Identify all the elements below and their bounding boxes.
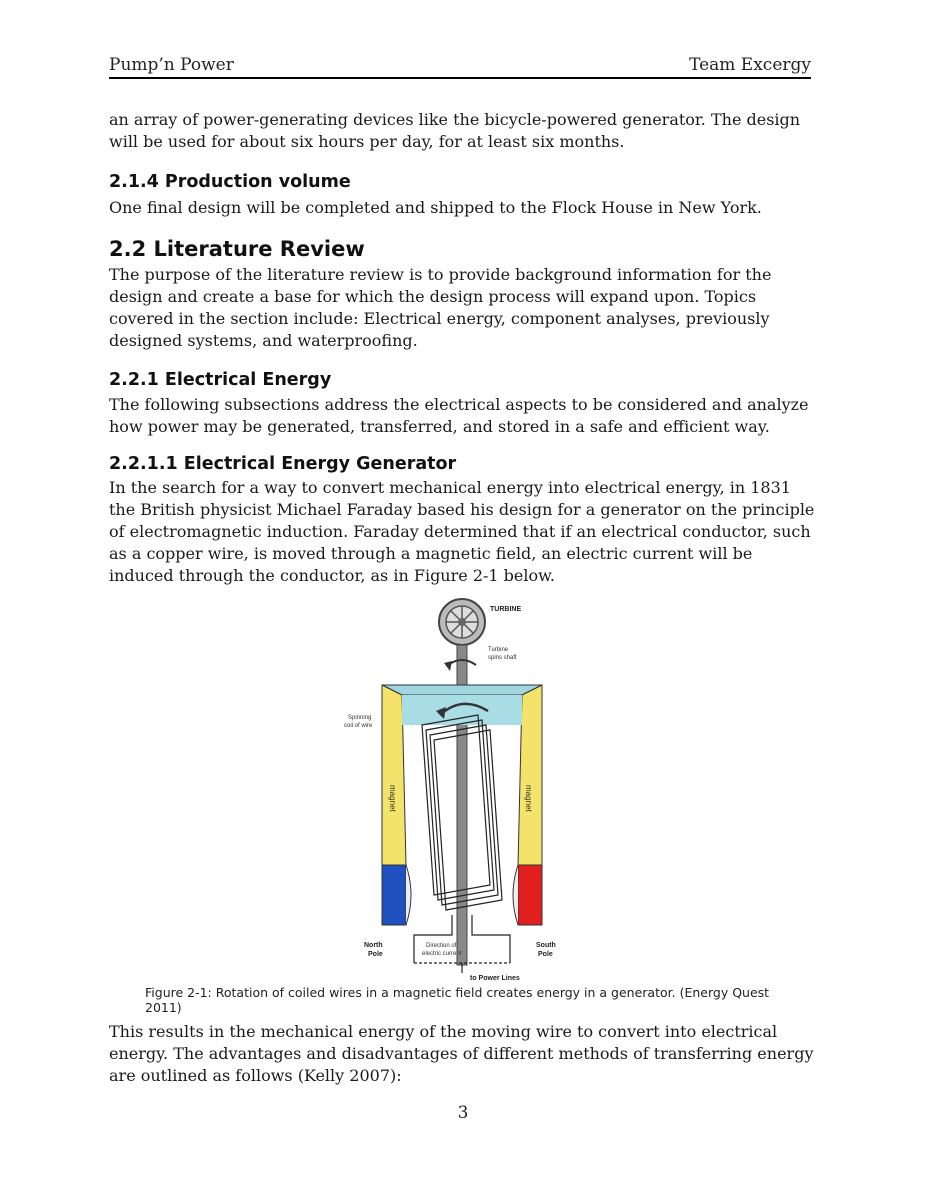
section-text-2-1-4: One final design will be completed and shipped to the Flock House in New York.	[109, 198, 762, 217]
after-figure-paragraph: This results in the mechanical energy of the moving wire to convert into electrical energy. The advantages and disadvantages of different methods of transferring energy are outlined as follows (Kelly 2007):	[109, 1022, 814, 1085]
label-magnet-left: magnet	[388, 785, 397, 812]
generator-diagram	[340, 585, 582, 987]
label-turbine-shaft-2: spins shaft	[488, 655, 517, 661]
section-heading-2-2-1-1: 2.2.1.1 Electrical Energy Generator	[109, 454, 457, 474]
section-heading-2-2: 2.2 Literature Review	[109, 237, 365, 261]
label-south-1: South	[536, 942, 556, 949]
page-number: 3	[457, 1103, 469, 1123]
section-heading-2-1-4: 2.1.4 Production volume	[109, 172, 351, 192]
section-text-2-2: The purpose of the literature review is to provide background information for the design and create a base for which the design process will expand upon. Topics covered in the section include: Electrical energy, component analyses, previously designed systems, and waterproofing.	[109, 265, 772, 350]
section-heading-2-2-1: 2.2.1 Electrical Energy	[109, 370, 332, 390]
label-coil-1: Spinning	[348, 715, 372, 721]
label-north-1: North	[364, 942, 383, 949]
label-north-2: Pole	[368, 951, 383, 958]
label-magnet-right: magnet	[524, 785, 533, 812]
label-power-lines: to Power Lines	[470, 975, 520, 982]
section-text-2-2-1: The following subsections address the electrical aspects to be considered and analyze how power may be generated, transferred, and stored in a safe and efficient way.	[109, 395, 809, 436]
label-current-1: Direction of	[426, 943, 457, 949]
label-coil-2: coil of wire	[344, 723, 373, 729]
section-text-2-2-1-1: In the search for a way to convert mechanical energy into electrical energy, in 1831 the British physicist Michael Faraday based his design for a generator on the principle of electromagnetic induction. Faraday determined that if an electrical conductor, such as a copper wire, is moved through a magnetic field, an electric current will be induced through the conductor, as in Figure 2-1 below.	[109, 478, 815, 585]
label-turbine-shaft-1: Turbine	[488, 647, 509, 653]
header-right: Team Excergy	[689, 55, 811, 75]
south-pole-block	[518, 865, 542, 925]
intro-paragraph: an array of power-generating devices like the bicycle-powered generator. The design will be used for about six hours per day, for at least six months.	[109, 110, 801, 151]
north-pole-block	[382, 865, 406, 925]
figure-caption: Figure 2-1: Rotation of coiled wires in a magnetic field creates energy in a generator. (Energy Quest 2011)	[145, 985, 770, 1015]
header-left: Pump’n Power	[109, 55, 234, 75]
running-header	[109, 55, 811, 79]
label-south-2: Pole	[538, 951, 553, 958]
label-current-2: electric current	[422, 951, 462, 957]
generator-figure	[340, 585, 582, 987]
label-turbine: TURBINE	[490, 606, 522, 613]
turbine-wheel	[439, 599, 485, 645]
